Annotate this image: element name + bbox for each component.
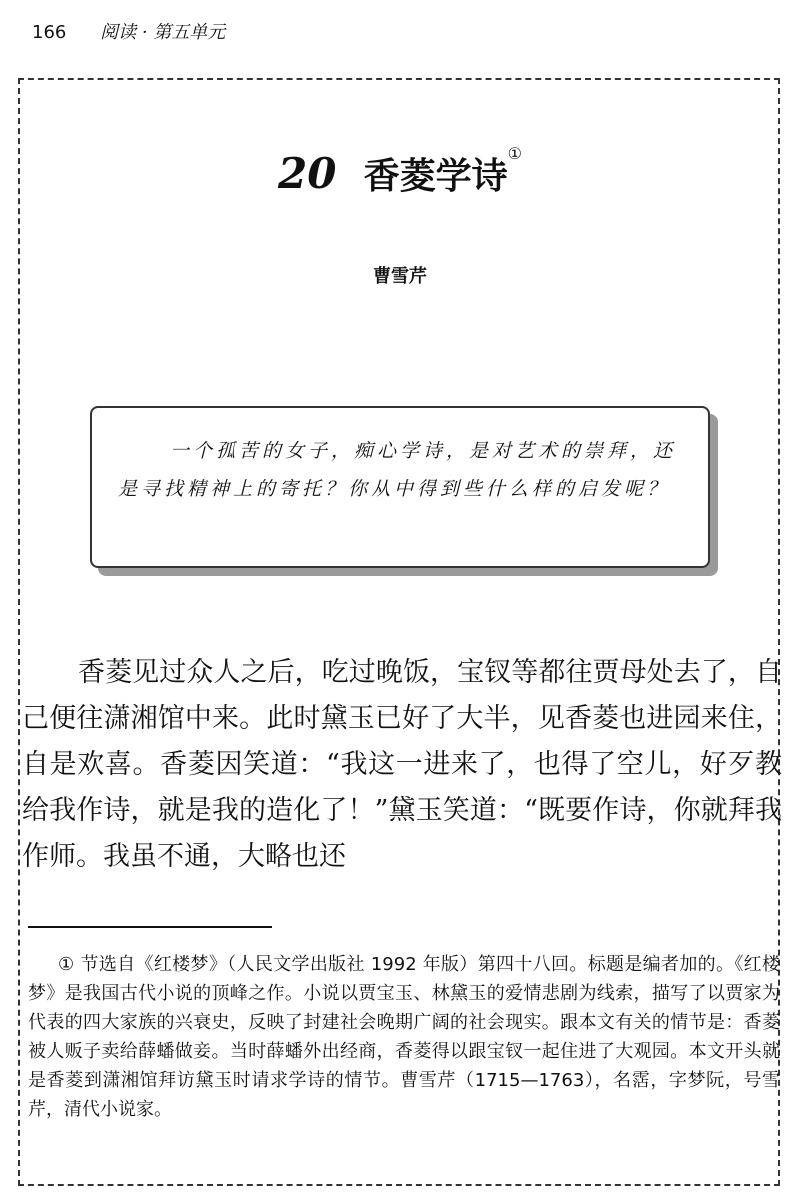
page-number: 166: [32, 22, 67, 43]
body-paragraph: 香菱见过众人之后，吃过晚饭，宝钗等都往贾母处去了，自己便往潇湘馆中来。此时黛玉已好了大半，见香菱也进园来住，自是欢喜。香菱因笑道：“我这一进来了，也得了空儿，好歹教给我作诗，就是我的造化了！”黛玉笑道：“既要作诗，你就拜我作师。我虽不通，大略也还: [22, 657, 782, 872]
lesson-title: [0, 144, 800, 199]
footnote-rule: [28, 926, 272, 928]
reading-prompt-text: 一个孤苦的女子，痴心学诗，是对艺术的崇拜，还是寻找精神上的寄托？你从中得到些什么样的启发呢？: [118, 440, 677, 500]
footnote-marker: ①: [507, 144, 522, 163]
section-label: 阅读 · 第五单元: [100, 22, 226, 43]
running-head: [32, 18, 225, 44]
reading-prompt-box: [90, 406, 710, 568]
footnote: [28, 950, 780, 1124]
author-name: 曹雪芹: [373, 266, 427, 287]
lesson-title-text: 香菱学诗: [363, 156, 508, 197]
lesson-number: 20: [278, 149, 337, 198]
body-text: [22, 650, 782, 880]
footnote-text: ① 节选自《红楼梦》（人民文学出版社 1992 年版）第四十八回。标题是编者加的。《红楼梦》是我国古代小说的顶峰之作。小说以贾宝玉、林黛玉的爱情悲剧为线索，描写了以贾家为代表的四大家族的兴衰史，反映了封建社会晚期广阔的社会现实。跟本文有关的情节是：香菱被人贩子卖给薛蟠做妾。当时薛蟠外出经商，香菱得以跟宝钗一起住进了大观园。本文开头就是香菱到潇湘馆拜访黛玉时请求学诗的情节。曹雪芹（1715—1763），名霑，字梦阮，号雪芹，清代小说家。: [28, 954, 780, 1120]
